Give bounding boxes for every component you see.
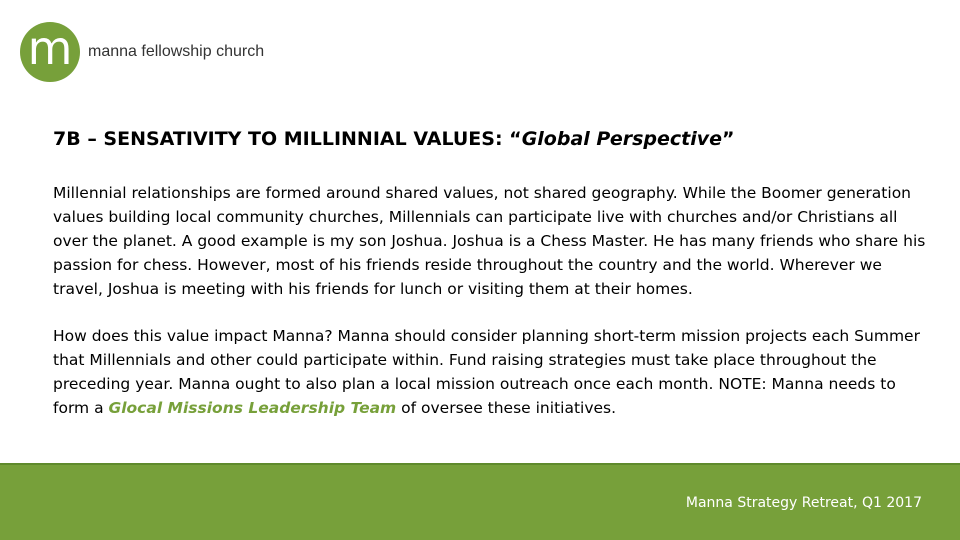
church-logo <box>20 22 264 82</box>
body-paragraph-2 <box>53 324 933 420</box>
footer-bar <box>0 463 960 540</box>
title-suffix: ” <box>722 128 735 150</box>
footer-text: Manna Strategy Retreat, Q1 2017 <box>685 495 922 511</box>
highlighted-team-name: Glocal Missions Leadership Team <box>108 399 397 417</box>
paragraph-2-end: of oversee these initiatives. <box>396 399 617 417</box>
logo-name: manna fellowship church <box>88 43 265 60</box>
body-paragraph-1: Millennial relationships are formed around shared values, not shared geography. While the Boomer generation values building local community churches, Millennials can participate live with churches and/or Christians all over the planet. A good example is my son Joshua. Joshua is a Chess Master. He has many friends who share his passion for chess. However, most of his friends reside throughout the country and the world. Wherever we travel, Joshua is meeting with his friends for lunch or visiting them at their homes. <box>53 184 926 298</box>
paragraph-2-start: How does this value impact Manna? Manna should consider planning short-term mission projects each Summer that Millennials and other could participate within. Fund raising strategies must take place throughout the preceding year. Manna ought to also plan a local mission outreach once each month. NOTE: Manna needs to form a <box>53 327 920 417</box>
title-prefix: 7B – SENSATIVITY TO MILLINNIAL VALUES: “ <box>53 128 522 150</box>
logo-mark: m <box>20 22 80 82</box>
title-emphasis: Global Perspective <box>521 128 722 150</box>
slide-title <box>53 128 735 150</box>
